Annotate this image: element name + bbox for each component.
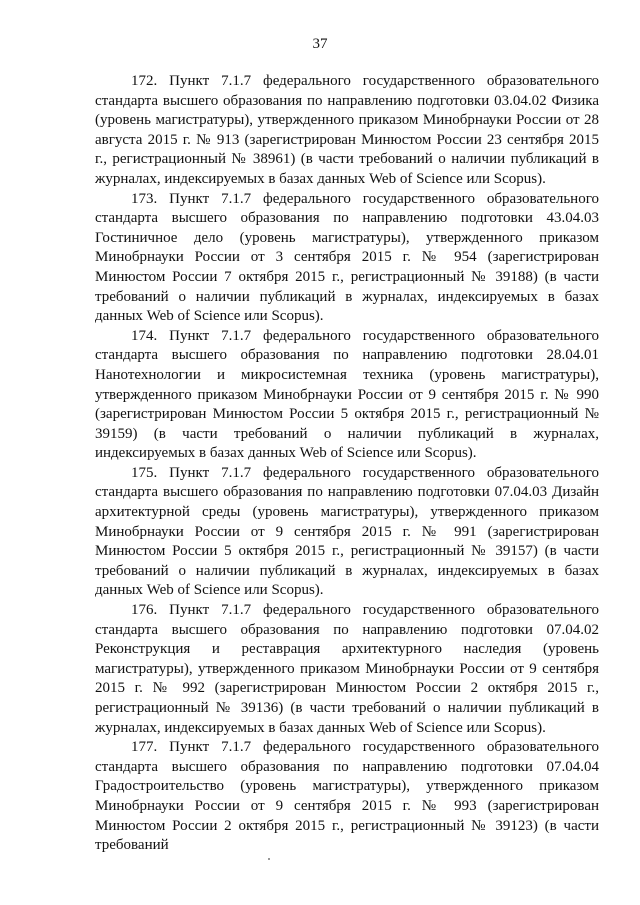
paragraph-175: 175. Пункт 7.1.7 федерального государственного образовательного стандарта высшего образования по направлению подготовки 07.04.03 Дизайн архитектурной среды (уровень магистратуры), утвержденного приказом Минобрнауки России от 9 сентября 2015 г. № 991 (зарегистрирован Минюстом России 5 октября 2015 г., регистрационный № 39157) (в части требований о наличии публикаций в журналах, индексируемых в базах данных Web of Science или Scopus). bbox=[95, 464, 599, 599]
scan-speck bbox=[268, 858, 270, 860]
document-body bbox=[95, 72, 599, 856]
page-number: 37 bbox=[312, 36, 328, 52]
paragraph-177: 177. Пункт 7.1.7 федерального государственного образовательного стандарта высшего образования по направлению подготовки 07.04.04 Градостроительство (уровень магистратуры), утвержденного приказом Минобрнауки России от 9 сентября 2015 г. № 993 (зарегистрирован Минюстом России 2 октября 2015 г., регистрационный № 39123) (в части требований bbox=[95, 739, 599, 854]
paragraph-176: 176. Пункт 7.1.7 федерального государственного образовательного стандарта высшего образования по направлению подготовки 07.04.02 Реконструкция и реставрация архитектурного наследия (уровень магистратуры), утвержденного приказом Минобрнауки России от 9 сентября 2015 г. № 992 (зарегистрирован Минюстом России 2 октября 2015 г., регистрационный № 39136) (в части требований о наличии публикаций в журналах, индексируемых в базах данных Web of Science или Scopus). bbox=[95, 602, 599, 736]
paragraph-174: 174. Пункт 7.1.7 федерального государственного образовательного стандарта высшего образования по направлению подготовки 28.04.01 Нанотехнологии и микросистемная техника (уровень магистратуры), утвержденного приказом Минобрнауки России от 9 сентября 2015 г. № 990 (зарегистрирован Минюстом России 5 октября 2015 г., регистрационный № 39159) (в части требований о наличии публикаций в журналах, индексируемых в базах данных Web of Science или Scopus). bbox=[95, 327, 599, 462]
paragraph-172: 172. Пункт 7.1.7 федерального государственного образовательного стандарта высшего образования по направлению подготовки 03.04.02 Физика (уровень магистратуры), утвержденного приказом Минобрнауки России от 28 августа 2015 г. № 913 (зарегистрирован Минюстом России 23 сентября 2015 г., регистрационный № 38961) (в части требований о наличии публикаций в журналах, индексируемых в базах данных Web of Science или Scopus). bbox=[95, 73, 599, 187]
paragraph-173: 173. Пункт 7.1.7 федерального государственного образовательного стандарта высшего образования по направлению подготовки 43.04.03 Гостиничное дело (уровень магистратуры), утвержденного приказом Минобрнауки России от 3 сентября 2015 г. № 954 (зарегистрирован Минюстом России 7 октября 2015 г., регистрационный № 39188) (в части требований о наличии публикаций в журналах, индексируемых в базах данных Web of Science или Scopus). bbox=[95, 190, 599, 325]
